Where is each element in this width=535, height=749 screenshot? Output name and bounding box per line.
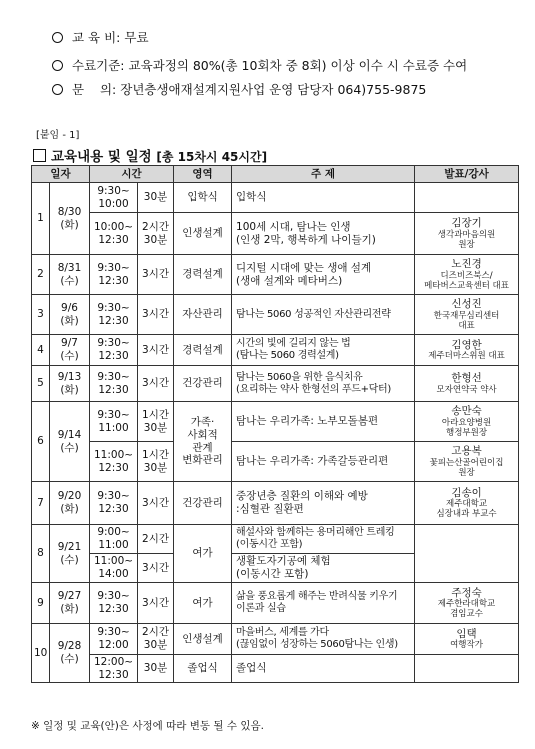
session-number: 7 <box>32 482 50 525</box>
session-topic: 입학식 <box>232 183 415 213</box>
session-topic: 탐나는 5060 성공적인 자산관리전략 <box>232 295 415 335</box>
info-value: 장년층생애재설계지원사업 운영 담당자 064)755-9875 <box>120 82 427 97</box>
session-duration: 2시간 <box>138 525 174 554</box>
speaker-name: 송만숙 <box>451 405 482 418</box>
session-duration: 30분 <box>138 183 174 213</box>
session-date: 8/31 (수) <box>50 255 90 295</box>
session-topic: 마을버스, 세계를 가다 (끊임없이 성장하는 5060탐나는 인생) <box>232 624 415 655</box>
header-time: 시간 <box>90 166 174 183</box>
info-contact <box>52 80 426 98</box>
session-number: 5 <box>32 366 50 402</box>
session-speaker <box>415 482 519 525</box>
session-time: 11:00~ 14:00 <box>90 554 138 583</box>
session-topic: 100세 시대, 탐나는 인생 (인생 2막, 행복하게 나이들기) <box>232 213 415 255</box>
session-area: 자산관리 <box>174 295 232 335</box>
session-area: 여가 <box>174 583 232 624</box>
session-time: 10:00~ 12:30 <box>90 213 138 255</box>
table-row <box>32 583 519 624</box>
session-date: 8/30 (화) <box>50 183 90 255</box>
session-time: 9:00~ 11:00 <box>90 525 138 554</box>
speaker-org: 여행작가 <box>450 640 483 651</box>
session-speaker <box>415 335 519 366</box>
session-duration: 30분 <box>138 655 174 683</box>
speaker-name: 주정숙 <box>451 586 482 599</box>
info-label: 문 의: <box>72 82 117 97</box>
session-duration: 3시간 <box>138 366 174 402</box>
speaker-org: 생각과마음의원 원장 <box>437 229 496 250</box>
info-fee <box>52 28 149 46</box>
session-time: 12:00~ 12:30 <box>90 655 138 683</box>
footnote: ※ 일정 및 교육(안)은 사정에 따라 변동 될 수 있음. <box>31 720 264 732</box>
header-topic: 주 제 <box>232 166 415 183</box>
session-time: 9:30~ 12:00 <box>90 624 138 655</box>
session-duration: 3시간 <box>138 482 174 525</box>
session-speaker <box>415 655 519 683</box>
session-time: 9:30~ 12:30 <box>90 295 138 335</box>
session-time: 9:30~ 12:30 <box>90 482 138 525</box>
speaker-name: 김장기 <box>451 217 482 230</box>
session-topic: 시간의 빛에 길리지 않는 법 (탐나는 5060 경력설계) <box>232 335 415 366</box>
session-area: 건강관리 <box>174 366 232 402</box>
session-time: 9:30~ 12:30 <box>90 583 138 624</box>
session-time: 9:30~ 12:30 <box>90 255 138 295</box>
speaker-name: 신성진 <box>451 298 482 311</box>
session-topic: 해설사와 함께하는 용머리해안 트레킹 (이동시간 포함) <box>232 525 415 554</box>
session-duration: 3시간 <box>138 554 174 583</box>
speaker-name: 김영한 <box>451 338 482 351</box>
table-row <box>32 255 519 295</box>
session-area: 입학식 <box>174 183 232 213</box>
session-number: 1 <box>32 183 50 255</box>
session-date: 9/27 (화) <box>50 583 90 624</box>
session-number: 3 <box>32 295 50 335</box>
session-speaker <box>415 255 519 295</box>
speaker-name: 김송이 <box>451 486 482 499</box>
circle-bullet-icon <box>52 60 63 71</box>
session-date: 9/21 (수) <box>50 525 90 583</box>
speaker-name: 한형선 <box>451 372 482 385</box>
session-duration: 2시간 30분 <box>138 624 174 655</box>
session-topic: 탐나는 5060을 위한 음식치유 (요리하는 약사 한형선의 푸드+닥터) <box>232 366 415 402</box>
session-speaker <box>415 624 519 655</box>
session-area: 건강관리 <box>174 482 232 525</box>
session-area: 인생설계 <box>174 624 232 655</box>
session-duration: 3시간 <box>138 335 174 366</box>
speaker-org: 아라요양병원 행정부원장 <box>441 417 492 438</box>
session-number: 6 <box>32 402 50 482</box>
info-value: 무료 <box>124 30 149 45</box>
speaker-org: 한국재무심리센터 대표 <box>433 310 500 331</box>
session-duration: 1시간 30분 <box>138 402 174 442</box>
speaker-org: 꽃피는산골어린이집 원장 <box>429 457 504 478</box>
session-area: 가족· 사회적 관계 변화관리 <box>174 402 232 482</box>
table-row <box>32 655 519 683</box>
heading-title: 교육내용 및 일정 <box>51 149 152 165</box>
table-header-row <box>32 166 519 183</box>
session-time: 11:00~ 12:30 <box>90 442 138 482</box>
session-topic: 탐나는 우리가족: 가족갈등관리편 <box>232 442 415 482</box>
session-duration: 3시간 <box>138 295 174 335</box>
table-row <box>32 366 519 402</box>
session-number: 8 <box>32 525 50 583</box>
session-duration: 3시간 <box>138 255 174 295</box>
session-duration: 1시간 30분 <box>138 442 174 482</box>
table-row <box>32 213 519 255</box>
session-speaker <box>415 213 519 255</box>
session-area: 여가 <box>174 525 232 583</box>
speaker-org: 디즈비즈북스/ 메타버스교육센터 대표 <box>424 270 509 291</box>
session-speaker <box>415 183 519 213</box>
table-row <box>32 624 519 655</box>
info-label: 교 육 비: <box>72 30 121 45</box>
info-label: 수료기준: <box>72 58 125 73</box>
session-speaker <box>415 525 519 583</box>
session-topic: 디지털 시대에 맞는 생애 설계 (생애 설계와 메타버스) <box>232 255 415 295</box>
session-speaker <box>415 583 519 624</box>
session-speaker <box>415 295 519 335</box>
session-area: 졸업식 <box>174 655 232 683</box>
speaker-org: 제주대학교 심장내과 부교수 <box>436 499 497 520</box>
table-row <box>32 295 519 335</box>
session-date: 9/13 (화) <box>50 366 90 402</box>
table-row <box>32 442 519 482</box>
header-area: 영역 <box>174 166 232 183</box>
session-area: 인생설계 <box>174 213 232 255</box>
session-date: 9/7 (수) <box>50 335 90 366</box>
speaker-org: 제주더마스위원 대표 <box>428 351 505 362</box>
session-time: 9:30~ 12:30 <box>90 335 138 366</box>
session-number: 10 <box>32 624 50 683</box>
session-area: 경력설계 <box>174 255 232 295</box>
session-number: 4 <box>32 335 50 366</box>
session-time: 9:30~ 11:00 <box>90 402 138 442</box>
session-date: 9/14 (수) <box>50 402 90 482</box>
session-time: 9:30~ 12:30 <box>90 366 138 402</box>
table-row <box>32 482 519 525</box>
heading-subtitle: [총 15차시 45시간] <box>156 150 268 164</box>
info-value: 교육과정의 80%(총 10회차 중 8회) 이상 이수 시 수료증 수여 <box>128 58 468 73</box>
session-duration: 3시간 <box>138 583 174 624</box>
section-heading <box>33 145 267 165</box>
table-row <box>32 525 519 554</box>
speaker-name: 임택 <box>456 627 477 640</box>
session-number: 9 <box>32 583 50 624</box>
session-topic: 탐나는 우리가족: 노부모돌봄편 <box>232 402 415 442</box>
session-topic: 중장년층 질환의 이해와 예방 :심혈관 질환편 <box>232 482 415 525</box>
schedule-table <box>31 165 519 683</box>
speaker-org: 모자연약국 약사 <box>436 384 497 395</box>
session-time: 9:30~ 10:00 <box>90 183 138 213</box>
attachment-label: [붙임 - 1] <box>36 130 80 141</box>
circle-bullet-icon <box>52 84 63 95</box>
speaker-name: 고용복 <box>451 445 482 458</box>
session-date: 9/6 (화) <box>50 295 90 335</box>
session-topic: 졸업식 <box>232 655 415 683</box>
header-date: 일자 <box>32 166 90 183</box>
session-duration: 2시간 30분 <box>138 213 174 255</box>
session-date: 9/28 (수) <box>50 624 90 683</box>
header-speaker: 발표/강사 <box>415 166 519 183</box>
table-row <box>32 183 519 213</box>
session-area: 경력설계 <box>174 335 232 366</box>
session-topic: 생활도자기공예 체험 (이동시간 포함) <box>232 554 415 583</box>
table-row <box>32 335 519 366</box>
session-speaker <box>415 402 519 442</box>
speaker-org: 제주한라대학교 겸임교수 <box>437 599 496 620</box>
speaker-name: 노진경 <box>451 258 482 271</box>
circle-bullet-icon <box>52 32 63 43</box>
session-topic: 삶을 풍요롭게 해주는 반려식물 키우기 이론과 실습 <box>232 583 415 624</box>
info-completion <box>52 56 467 74</box>
session-speaker <box>415 366 519 402</box>
session-number: 2 <box>32 255 50 295</box>
table-row <box>32 402 519 442</box>
session-date: 9/20 (화) <box>50 482 90 525</box>
checkbox-square-icon <box>33 149 46 162</box>
session-speaker <box>415 442 519 482</box>
